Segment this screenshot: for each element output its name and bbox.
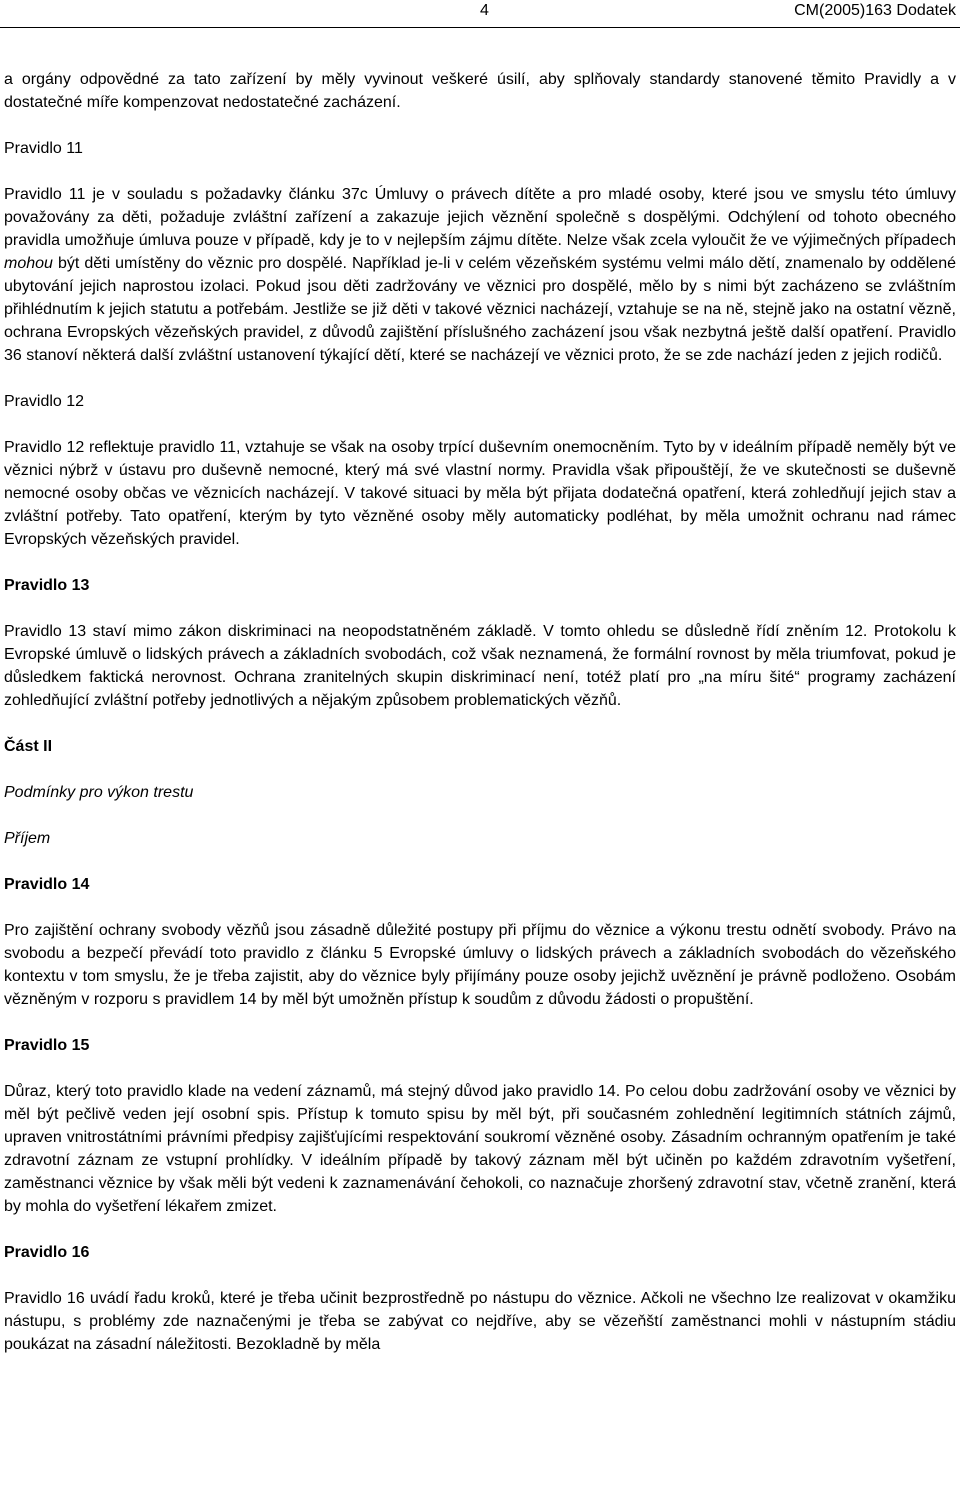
- rule11-emphasis: mohou: [4, 255, 53, 272]
- document-reference: CM(2005)163 Dodatek: [794, 2, 956, 19]
- rule12-heading: Pravidlo 12: [4, 393, 85, 410]
- document-body: [4, 68, 956, 1356]
- part2-heading: Část II: [4, 738, 53, 755]
- rule16-heading: Pravidlo 16: [4, 1244, 90, 1261]
- page-number: 4: [480, 2, 489, 19]
- rule15-heading: Pravidlo 15: [4, 1037, 90, 1054]
- header-divider: [0, 27, 960, 28]
- rule11-paragraph: [4, 183, 956, 367]
- rule13-paragraph: Pravidlo 13 staví mimo zákon diskriminaci na neopodstatněném základě. V tomto ohledu se důsledně řídí zněním 12. Protokolu k Evropské úmluvě o lidských právech a základních svobodách, což však neznamená, že formální rovnost by měla triumfovat, pokud je důsledkem faktická nerovnost. Ochrana zranitelných skupin diskriminací není, totéž platí pro „na míru šité“ programy zacházení zohledňující zvláštní potřeby jednotlivých a nějakým způsobem problematických vězňů.: [4, 623, 956, 709]
- rule14-paragraph: Pro zajištění ochrany svobody vězňů jsou zásadně důležité postupy při příjmu do věznice a výkonu trestu odnětí svobody. Právo na svobodu a bezpečí převádí toto pravidlo z článku 5 Evropské úmluvy o lidských právech a základních svobodách do vězeňského kontextu v tom smyslu, že je třeba zajistit, aby do věznice byly přijímány pouze osoby jejichž uvěznění je právně podloženo. Osobám vězněným v rozporu s pravidlem 14 by měl být umožněn přístup k soudům z důvodu žádosti o propuštění.: [4, 922, 956, 1008]
- rule14-heading: Pravidlo 14: [4, 876, 90, 893]
- part2-subheading: Podmínky pro výkon trestu: [4, 784, 194, 801]
- rule11-text-a: Pravidlo 11 je v souladu s požadavky článku 37c Úmluvy o právech dítěte a pro mladé osoby, které jsou ve smyslu této úmluvy považovány za děti, požaduje zvláštní zařízení a zakazuje jejich věznění společně s dospělými. Odchýlení od tohoto obecného pravidla umožňuje úmluva pouze v případě, kdy je to v nejlepším zájmu dítěte. Nelze však zcela vyloučit že ve výjimečných případech: [4, 186, 956, 249]
- section-heading-prijem: Příjem: [4, 830, 51, 847]
- rule12-paragraph: Pravidlo 12 reflektuje pravidlo 11, vztahuje se však na osoby trpící duševním onemocněním. Tyto by v ideálním případě neměly být ve věznici nýbrž v ústavu pro duševně nemocné, který má své vlastní normy. Pravidla však připouštějí, že ve skutečnosti se duševně nemocné osoby občas ve věznicích nacházejí. V takové situaci by měla být přijata dodatečná opatření, která zohledňují jejich stav a zvláštní potřeby. Tato opatření, kterým by tyto vězněné osoby měly automaticky podléhat, by měla umožnit ochranu nad rámec Evropských vězeňských pravidel.: [4, 439, 956, 548]
- intro-paragraph: a orgány odpovědné za tato zařízení by měly vyvinout veškeré úsilí, aby splňovaly standardy stanovené těmito Pravidly a v dostatečné míře kompenzovat nedostatečné zacházení.: [4, 71, 956, 111]
- rule16-paragraph: Pravidlo 16 uvádí řadu kroků, které je třeba učinit bezprostředně po nástupu do věznice. Ačkoli ne všechno lze realizovat v okamžiku nástupu, s problémy zde naznačenými je třeba se zabývat co nejdříve, aby se vězeňští zaměstnanci mohli v nástupním stádiu poukázat na zásadní náležitosti. Bezokladně by měla: [4, 1290, 956, 1353]
- rule13-heading: Pravidlo 13: [4, 577, 90, 594]
- page-header: [0, 0, 960, 30]
- rule11-text-b: být děti umístěny do věznic pro dospělé. Například je-li v celém vězeňském systému velmi málo dětí, znamenalo by oddělené ubytování jejich naprostou izolaci. Pokud jsou děti zadržovány ve věznici pro dospělé, mělo by s nimi být zacházeno se zvláštním přihlédnutím k jejich statutu a potřebám. Jestliže se již děti v takové věznici nacházejí, vztahuje se na ně, stejně jako na ostatní vězně, ochrana Evropských vězeňských pravidel, z důvodů zajištění příslušného zacházení jsou však nezbytná ještě další opatření. Pravidlo 36 stanoví některá další zvláštní ustanovení týkající dětí, které se nacházejí ve věznici proto, že se zde nachází jeden z jejich rodičů.: [4, 255, 956, 364]
- rule11-heading: Pravidlo 11: [4, 140, 83, 157]
- rule15-paragraph: Důraz, který toto pravidlo klade na vedení záznamů, má stejný důvod jako pravidlo 14. Po celou dobu zadržování osoby ve věznici by měl být pečlivě veden její osobní spis. Přístup k tomuto spisu by měl být, při současném zohlednění legitimních státních zájmů, upraven vnitrostátními právními předpisy zajišťujícími respektování soukromí vězněné osoby. Zásadním ochranným opatřením je také zdravotní záznam ze vstupní prohlídky. V ideálním případě by takový záznam měl být učiněn po každém zdravotním vyšetření, zaměstnanci věznice by však měli být vedeni k zaznamenávání čehokoli, co naznačuje zhoršený zdravotní stav, včetně zranění, která by mohla do vyšetření lékařem zmizet.: [4, 1083, 956, 1215]
